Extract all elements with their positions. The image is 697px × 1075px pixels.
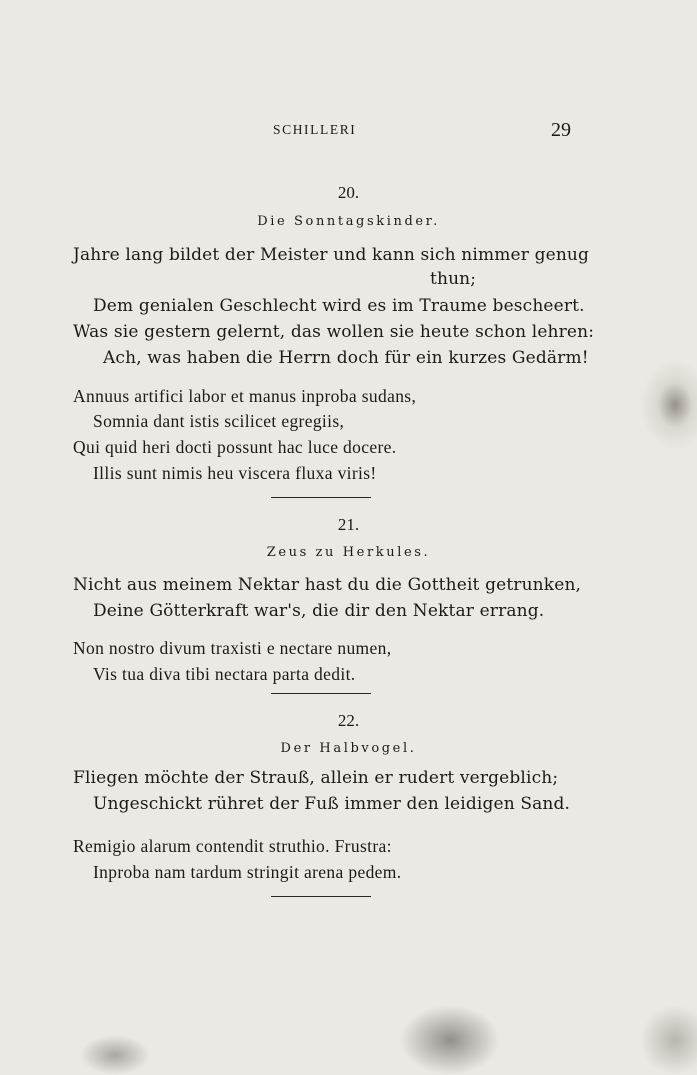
section-divider (271, 896, 371, 897)
running-title: SCHILLERI (273, 122, 357, 137)
paper-stain (640, 360, 697, 450)
german-verse: thun; (430, 269, 477, 289)
german-verse: Ach, was haben die Herrn doch für ein kurzes Gedärm! (103, 348, 589, 368)
poem-number: 20. (337, 183, 360, 202)
latin-verse: Illis sunt nimis heu viscera fluxa viris! (93, 463, 377, 483)
latin-verse: Annuus artifici labor et manus inproba sudans, (73, 386, 417, 406)
poem-title: Zeus zu Herkules. (266, 545, 431, 560)
german-verse: Nicht aus meinem Nektar hast du die Gottheit getrunken, (73, 575, 582, 595)
german-verse: Was sie gestern gelernt, das wollen sie heute schon lehren: (73, 322, 595, 342)
german-verse: Dem genialen Geschlecht wird es im Traume bescheert. (93, 296, 585, 316)
poem-title: Die Sonntagskinder. (257, 214, 440, 229)
german-verse: Jahre lang bildet der Meister und kann sich nimmer genug (73, 245, 590, 265)
german-verse: Ungeschickt rühret der Fuß immer den leidigen Sand. (93, 794, 571, 814)
latin-verse: Qui quid heri docti possunt hac luce docere. (73, 437, 397, 457)
paper-stain (80, 1035, 150, 1075)
latin-verse: Non nostro divum traxisti e nectare numen, (73, 638, 392, 658)
latin-verse: Vis tua diva tibi nectara parta dedit. (93, 664, 356, 684)
section-divider (271, 693, 371, 694)
poem-title: Der Halbvogel. (280, 741, 417, 756)
page-number: 29 (551, 119, 571, 141)
latin-verse: Inproba nam tardum stringit arena pedem. (93, 862, 402, 882)
poem-number: 22. (337, 711, 360, 730)
german-verse: Deine Götterkraft war's, die dir den Nektar errang. (93, 601, 545, 621)
poem-number: 21. (337, 515, 360, 534)
latin-verse: Somnia dant istis scilicet egregiis, (93, 411, 345, 431)
section-divider (271, 497, 371, 498)
latin-verse: Remigio alarum contendit struthio. Frustra: (73, 836, 392, 856)
german-verse: Fliegen möchte der Strauß, allein er rudert vergeblich; (73, 768, 559, 788)
page-header (0, 119, 697, 146)
